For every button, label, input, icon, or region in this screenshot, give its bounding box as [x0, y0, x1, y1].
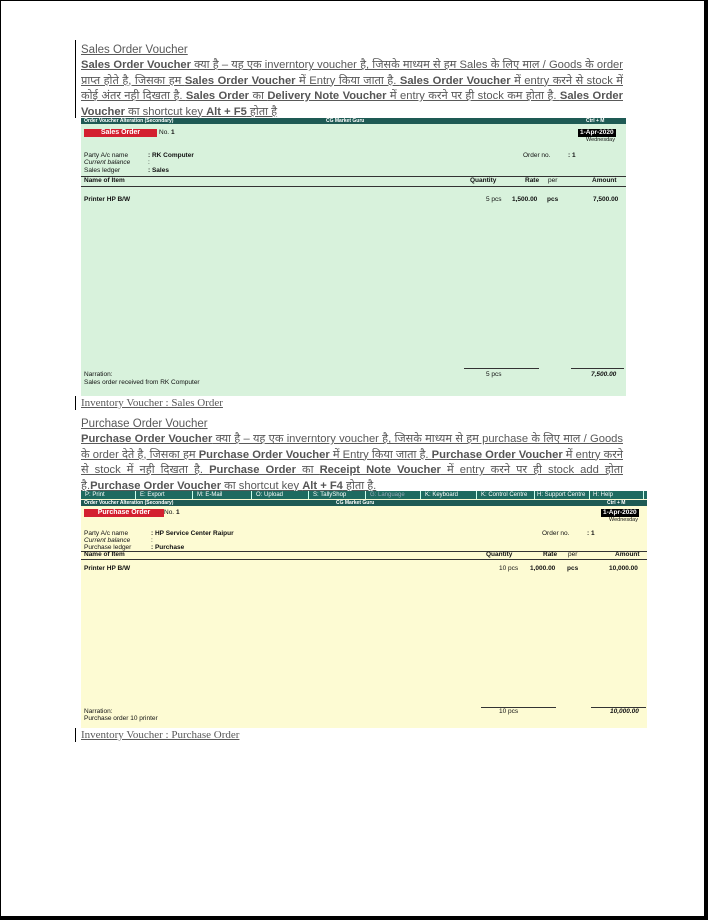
- titlebar-shortcut: Ctrl + M: [607, 500, 626, 506]
- menu-export[interactable]: E: Export: [138, 491, 193, 499]
- table-header-bottom-line: [81, 559, 647, 560]
- purchase-text: होता है.: [342, 479, 377, 492]
- voucher-day: Wednesday: [586, 137, 615, 143]
- sales-text: क्या है – यह एक inverntory voucher है, जिसके माध्यम से हम Sales के लिए माल / Goods के order प्राप्त होते है, जिसका हम: [81, 59, 623, 87]
- titlebar-left: Order Voucher Alteration (Secondary): [84, 118, 174, 124]
- purchase-heading: Purchase Order Voucher: [81, 418, 208, 430]
- table-header-top-line: [81, 176, 626, 177]
- menu-print[interactable]: P: Print: [83, 491, 136, 499]
- margin-change-bar: [75, 728, 76, 742]
- item-name: Printer HP B/W: [84, 565, 131, 572]
- purchase-term: Purchase Order Voucher: [90, 479, 222, 492]
- voucher-day: Wednesday: [609, 517, 638, 523]
- col-qty: Quantity: [486, 551, 513, 558]
- voucher-date: 1-Apr-2020: [603, 509, 637, 516]
- menu-support-centre[interactable]: H: Support Centre: [535, 491, 590, 499]
- order-no-label: Order no.: [523, 152, 551, 159]
- menu-language[interactable]: G: Language: [368, 491, 421, 499]
- voucher-no-label: No.: [159, 129, 170, 136]
- purchase-term: Purchase Order Voucher: [431, 448, 563, 461]
- total-qty-line: [464, 368, 539, 369]
- voucher-date: 1-Apr-2020: [580, 129, 614, 136]
- purchase-order-screenshot: [81, 491, 647, 728]
- screen-titlebar: [81, 500, 647, 506]
- item-name: Printer HP B/W: [84, 196, 131, 203]
- menu-email[interactable]: M: E-Mail: [195, 491, 252, 499]
- voucher-no-value: 1: [175, 509, 180, 516]
- sales-text: में entry करने से stock में कोई अंतर नही दिखता है.: [81, 74, 623, 102]
- col-item: Name of Item: [84, 177, 125, 184]
- total-amount: 7,500.00: [591, 371, 617, 378]
- titlebar-company: CG Market Guru: [326, 118, 365, 124]
- voucher-no-label: No.: [164, 509, 175, 516]
- sales-order-screenshot: [81, 118, 626, 396]
- ledger-value: : Purchase: [151, 544, 185, 551]
- table-header-bottom-line: [81, 186, 626, 187]
- narration-text: Purchase order 10 printer: [84, 715, 158, 722]
- sales-paragraph: [81, 58, 623, 120]
- purchase-text: क्या है – यह एक inverntory voucher है, जिसके माध्यम से हम purchase के लिए माल / Goods के order देते है, जिसका हम: [81, 433, 623, 461]
- purchase-caption: Inventory Voucher : Purchase Order: [81, 729, 240, 741]
- item-per: pcs: [567, 565, 579, 572]
- purchase-paragraph: [81, 432, 623, 494]
- menu-control-centre[interactable]: K: Control Centre: [479, 491, 535, 499]
- sales-term: Sales Order: [185, 90, 250, 102]
- col-per: per: [548, 177, 558, 184]
- screen-titlebar: [81, 118, 626, 124]
- sales-text: का shortcut key: [124, 105, 207, 118]
- narration-label: Narration:: [84, 708, 113, 715]
- menu-upload[interactable]: O: Upload: [254, 491, 309, 499]
- sales-heading: Sales Order Voucher: [81, 44, 188, 56]
- sales-caption: Inventory Voucher : Sales Order: [81, 397, 223, 409]
- total-qty-line: [481, 707, 556, 708]
- sales-text: में entry करने पर ही stock कम होता है.: [386, 90, 560, 102]
- total-amount: 10,000.00: [610, 708, 639, 715]
- titlebar-left: Order Voucher Alteration (Secondary): [84, 500, 174, 506]
- purchase-term: Purchase Order Voucher: [198, 448, 330, 461]
- titlebar-shortcut: Ctrl + M: [586, 118, 605, 124]
- voucher-no-value: 1: [170, 129, 175, 136]
- margin-change-bar: [75, 40, 76, 118]
- party-label: Party A/c name: [84, 530, 129, 537]
- item-amount: 7,500.00: [593, 196, 619, 203]
- party-label: Party A/c name: [84, 152, 129, 159]
- voucher-type-badge: Purchase Order: [84, 509, 164, 517]
- col-per: per: [568, 551, 578, 558]
- tally-menubar: [81, 491, 647, 499]
- balance-label: Current balance: [84, 159, 131, 166]
- total-qty: 5 pcs: [486, 371, 502, 378]
- sales-term: Sales Order Voucher: [399, 74, 511, 87]
- total-amount-line: [571, 368, 624, 369]
- balance-value: :: [151, 537, 153, 544]
- order-no-value: : 1: [568, 152, 576, 159]
- sales-term: Sales Order Voucher: [184, 74, 296, 87]
- order-no-value: : 1: [587, 530, 595, 537]
- table-header-top-line: [81, 551, 647, 552]
- margin-change-bar: [75, 396, 76, 410]
- col-amount: Amount: [615, 551, 640, 558]
- purchase-term: Purchase Order Voucher: [81, 433, 213, 445]
- sales-term: Sales Order Voucher: [81, 59, 191, 71]
- sales-text: में Entry किया जाता है.: [295, 74, 400, 87]
- purchase-term: Receipt Note Voucher: [319, 464, 441, 476]
- purchase-term: Purchase Order: [209, 464, 296, 476]
- total-qty: 10 pcs: [499, 708, 519, 715]
- sales-shortcut: Alt + F5: [206, 105, 247, 118]
- party-value: : RK Computer: [148, 152, 194, 159]
- col-item: Name of Item: [84, 551, 125, 558]
- purchase-text: में Entry किया जाता है.: [329, 448, 432, 461]
- purchase-shortcut: Alt + F4: [302, 479, 343, 492]
- narration-text: Sales order received from RK Computer: [84, 379, 200, 386]
- balance-label: Current balance: [84, 537, 131, 544]
- sales-term: Delivery Note Voucher: [267, 90, 387, 102]
- sales-text: का: [249, 90, 268, 102]
- col-amount: Amount: [592, 177, 617, 184]
- titlebar-company: CG Market Guru: [336, 500, 375, 506]
- narration-label: Narration:: [84, 371, 113, 378]
- voucher-type-badge: Sales Order: [84, 129, 157, 137]
- ledger-label: Sales ledger: [84, 167, 121, 174]
- sales-text: होता है: [246, 105, 278, 118]
- item-qty: 5 pcs: [486, 196, 502, 203]
- order-no-label: Order no.: [542, 530, 570, 537]
- balance-value: :: [148, 159, 150, 166]
- menu-tallyshop[interactable]: S: TallyShop: [311, 491, 366, 499]
- purchase-text: का shortcut key: [221, 479, 303, 492]
- ledger-value: : Sales: [148, 167, 169, 174]
- col-qty: Quantity: [470, 177, 497, 184]
- col-rate: Rate: [543, 551, 558, 558]
- item-rate: 1,500.00: [512, 196, 538, 203]
- item-amount: 10,000.00: [609, 565, 638, 572]
- sales-term: Sales Order Voucher: [81, 90, 623, 118]
- purchase-text: में entry करने से stock में नही दिखता है.: [81, 448, 623, 476]
- menu-help[interactable]: H: Help: [591, 491, 644, 499]
- purchase-text: का: [295, 464, 320, 476]
- col-rate: Rate: [525, 177, 540, 184]
- item-rate: 1,000.00: [530, 565, 556, 572]
- menu-keyboard[interactable]: K: Keyboard: [423, 491, 477, 499]
- item-per: pcs: [547, 196, 559, 203]
- item-qty: 10 pcs: [499, 565, 519, 572]
- ledger-label: Purchase ledger: [84, 544, 132, 551]
- party-value: : HP Service Center Raipur: [151, 530, 234, 537]
- purchase-text: में entry करने पर ही stock add होता है.: [81, 464, 623, 492]
